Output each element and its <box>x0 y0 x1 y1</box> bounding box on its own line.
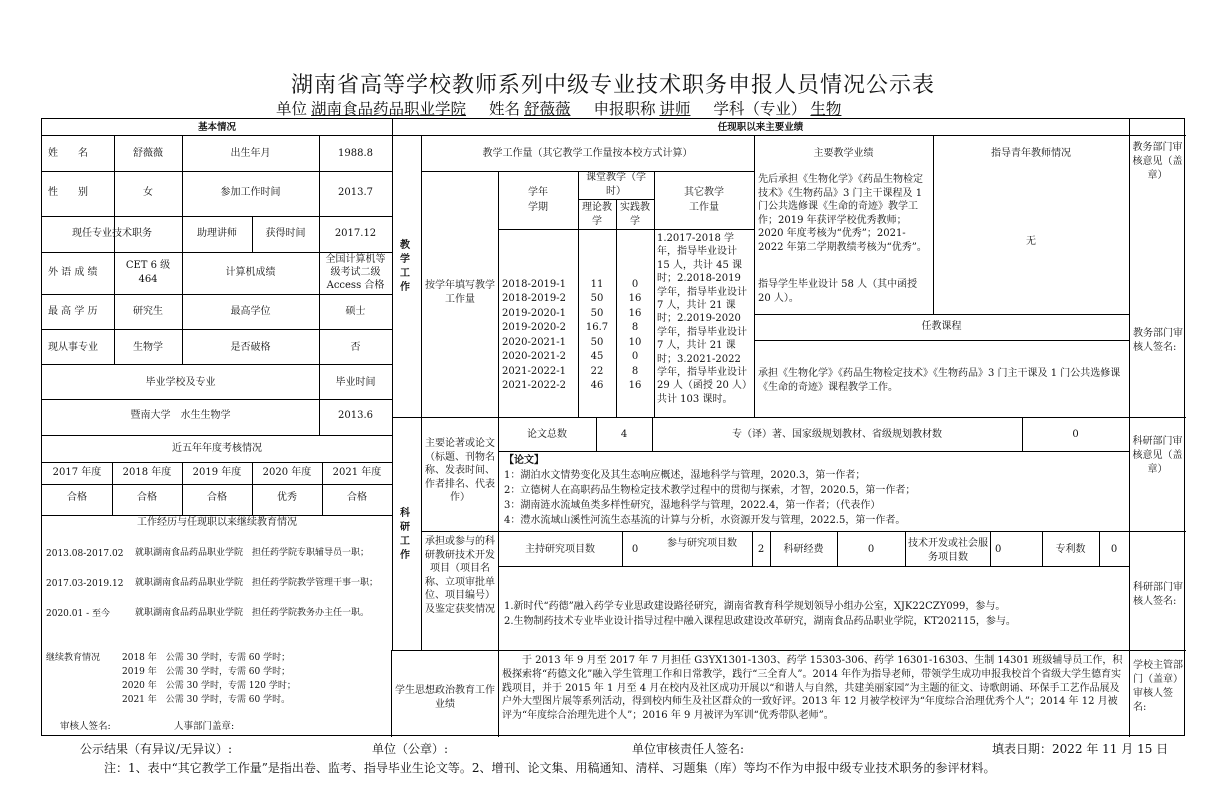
workload-row <box>498 336 654 350</box>
theory-head: 理论教学 <box>582 202 612 227</box>
workload-row <box>498 278 654 292</box>
patents-value: 0 <box>1110 544 1118 555</box>
gender-value: 女 <box>143 187 153 198</box>
name-label: 姓名 <box>488 100 520 118</box>
ce-label: 继续教育情况 <box>46 653 101 663</box>
paper-tag: 【论文】 <box>504 455 544 466</box>
teaching-perf-heading: 主要教学业绩 <box>813 148 874 159</box>
workload-row <box>498 292 654 306</box>
practice-value: 16 <box>628 380 642 391</box>
applicant-line <box>276 97 845 119</box>
work-start-value: 2013.7 <box>338 187 373 198</box>
edu-value: 研究生 <box>133 306 163 317</box>
theory-value: 46 <box>590 380 604 391</box>
theory-value: 11 <box>590 278 604 290</box>
term-value: 2019-2020-1 <box>502 307 567 319</box>
lead-projects-value: 0 <box>631 544 639 555</box>
ideo-label: 学生思想政治教育工作业绩 <box>395 685 495 710</box>
project-1: 1.新时代“药德”融入药学专业思政建设路径研究，湖南省教育科学规划领导小组办公室，XJK22CZY099，参与。 <box>504 601 1006 612</box>
sci-dept-seal: 科研部门审核意见（盖章） <box>1132 436 1183 475</box>
books-value: 0 <box>1072 429 1079 440</box>
join-projects-label: 参与研究项目数 <box>667 538 737 549</box>
term-value: 2020-2021-1 <box>502 336 567 348</box>
term-value: 2019-2020-2 <box>502 322 567 333</box>
other-head-2: 工作量 <box>689 202 719 213</box>
obtain-time-value: 2017.12 <box>334 228 377 239</box>
patents-label: 专利数 <box>1055 544 1086 555</box>
name-field-value: 舒薇薇 <box>133 148 163 159</box>
theory-value: 50 <box>590 293 604 304</box>
practice-value: 0 <box>631 351 639 362</box>
form-table <box>41 118 1185 736</box>
degree-value: 硕士 <box>345 306 366 317</box>
year-2018: 2018 年度 <box>122 467 172 478</box>
foreign-lang-label: 外 语 成 绩 <box>48 267 98 278</box>
grad-time-value: 2013.6 <box>338 410 373 421</box>
term-value: 2018-2019-2 <box>502 293 567 304</box>
workload-row <box>498 321 654 335</box>
courses-text: 承担《生物化学》《药品生物检定技术》《生物药品》3 门主干课及 1 门公共选修课《生命的奇迹》课程教学工作。 <box>758 368 1121 393</box>
experience-title: 工作经历与任现职以来继续教育情况 <box>137 517 297 528</box>
basic-info-heading: 基本情况 <box>197 122 236 133</box>
paper-label: 主要论著或论文（标题、刊物名称、发表时间、作者排名、代表作） <box>425 438 495 503</box>
practice-head: 实践教学 <box>620 202 650 227</box>
unit-seal: 单位（公章）: <box>372 742 449 756</box>
teaching-vertical-label: 教 学 工 作 <box>400 240 410 293</box>
theory-value: 45 <box>590 351 604 362</box>
term-value: 2020-2021-2 <box>502 351 567 362</box>
tech-projects-label: 技术开发或社会服务项目数 <box>908 538 988 563</box>
hr-seal: 人事部门盖章: <box>174 721 235 732</box>
theory-value: 22 <box>590 365 604 377</box>
practice-value: 8 <box>631 365 639 377</box>
paper-4: 4：澧水流域山溪性河流生态基流的计算与分析，水资源开发与管理，2022.5，第一作者。 <box>504 515 906 526</box>
workload-heading: 教学工作量（其它教学工作量按本校方式计算） <box>482 148 693 159</box>
result-2019: 合格 <box>207 492 227 503</box>
school-label: 毕业学校及专业 <box>145 377 216 388</box>
research-vertical-label: 科 研 工 作 <box>400 508 410 561</box>
courses-heading: 任教课程 <box>921 321 962 332</box>
major-label: 现从事专业 <box>48 342 98 353</box>
edu-label: 最 高 学 历 <box>48 306 98 317</box>
result-2020: 优秀 <box>277 492 297 503</box>
project-label: 承担或参与的科研教研技术开发项目（项目名称、立项审批单位、项目编号）及鉴定获奖情况 <box>425 536 495 615</box>
practice-value: 0 <box>631 278 639 290</box>
practice-value: 16 <box>628 293 642 304</box>
year-head: 学年 <box>528 187 548 198</box>
workload-row <box>498 350 654 364</box>
term-head: 学期 <box>528 202 548 213</box>
birth-label: 出生年月 <box>230 148 271 159</box>
exception-value: 否 <box>350 342 361 353</box>
unit-label: 单位 <box>276 100 308 118</box>
edu-dept-seal: 教务部门审核意见（盖章） <box>1132 142 1183 181</box>
class-hours-head: 课堂教学（学时） <box>586 172 646 197</box>
workload-row <box>498 365 654 379</box>
school-value: 暨南大学 水生生物学 <box>130 410 231 421</box>
term-value: 2021-2022-1 <box>502 365 567 377</box>
paper-3: 3：湖南涟水流域鱼类多样性研究，湿地科学与管理，2022.4，第一作者；（代表作） <box>504 500 881 511</box>
fill-date: 填表日期：2022 年 11 月 15 日 <box>992 742 1169 756</box>
paper-total-label: 论文总数 <box>527 429 567 440</box>
funding-value: 0 <box>867 544 875 555</box>
sci-dept-sign: 科研部门审核人签名: <box>1133 582 1183 607</box>
foreign-lang-value: CET 6 级 464 <box>125 260 171 285</box>
ideo-text: 于 2013 年 9 月至 2017 年 7 月担任 G3YX1301-1303、药学 15303-306、药学 16301-16303、生制 14301 班级辅导员工作，积极探索将“药德文化”融入学生管理工作和日常教学，践行“三全育人”。2014 年作为指导老师，带领学生成功申报我校首个省级大学生德育实践项目，并于 2015 年 1 月至 4 月在校内及社区成功开展以“和谐人与自然，共建美丽家园”为主题的征文、诗歌朗诵、环保手工艺作品展及户外大型图片展等系列活动，得到校内师生及社区群众的一致好评。2013 年 12 月被学校评为“年度综合治理优秀个人”；2014 年 12 月被评为“年度综合治理先进个人”；2016 年 9 月被评为军训“优秀带队老师”。 <box>502 655 1123 722</box>
year-2017: 2017 年度 <box>52 467 102 478</box>
subject-value: 生物 <box>810 100 842 118</box>
edu-dept-sign: 教务部门审核人签名: <box>1133 328 1183 353</box>
ce-line-2: 2019 年 公需 30 学时，专需 60 学时； <box>122 667 291 677</box>
workload-row <box>498 379 654 393</box>
tech-projects-value: 0 <box>995 544 1002 555</box>
exp-period-2: 2017.03-2019.12 <box>46 579 124 589</box>
exception-label: 是否破格 <box>230 342 271 353</box>
name-field-label: 姓 名 <box>48 148 88 159</box>
join-projects-value: 2 <box>757 544 765 555</box>
practice-value: 16 <box>628 307 642 319</box>
guide-value: 无 <box>1026 236 1036 247</box>
year-2021: 2021 年度 <box>332 467 382 478</box>
exp-period-1: 2013.08-2017.02 <box>46 549 124 559</box>
year-2019: 2019 年度 <box>192 467 242 478</box>
computer-value: 全国计算机等级考试二级 Access 合格 <box>325 254 386 291</box>
project-2: 2.生物制药技术专业毕业设计指导过程中融入课程思政建设改革研究，湖南食品药品职业学院，KT202115，参与。 <box>504 616 1016 627</box>
title-label: 申报职称 <box>593 100 656 118</box>
theory-value: 50 <box>590 336 604 348</box>
publicity-result: 公示结果（有异议/无异议）: <box>80 742 233 756</box>
current-title-label: 现任专业技术职务 <box>72 228 152 239</box>
gender-label: 性 别 <box>48 187 88 198</box>
ce-line-1: 2018 年 公需 30 学时，专需 60 学时； <box>122 653 291 663</box>
ce-line-3: 2020 年 公需 30 学时，专需 120 学时； <box>122 681 296 691</box>
paper-1: 1：湖泊水文情势变化及其生态响应概述，湿地科学与管理，2020.3，第一作者； <box>504 470 866 481</box>
year-2020: 2020 年度 <box>262 467 312 478</box>
other-head-1: 其它教学 <box>684 187 724 198</box>
obtain-time-label: 获得时间 <box>265 228 306 239</box>
term-value: 2018-2019-1 <box>502 278 567 290</box>
books-label: 专（译）著、国家级规划教材、省级规划教材数 <box>732 429 942 440</box>
funding-label: 科研经费 <box>783 544 824 555</box>
guide-heading: 指导青年教师情况 <box>991 148 1071 159</box>
title-value: 讲师 <box>659 100 691 118</box>
unit-value: 湖南食品药品职业学院 <box>311 100 467 118</box>
page-title: 湖南省高等学校教师系列中级专业技术职务申报人员情况公示表 <box>290 73 935 98</box>
result-2018: 合格 <box>137 492 157 503</box>
paper-total-value: 4 <box>620 429 628 440</box>
subject-label: 学科（专业） <box>713 100 807 118</box>
practice-value: 10 <box>628 336 642 348</box>
lead-projects-label: 主持研究项目数 <box>525 544 595 555</box>
current-title-value: 助理讲师 <box>197 228 237 239</box>
major-value: 生物学 <box>133 342 163 353</box>
birth-value: 1988.8 <box>338 148 373 159</box>
theory-value: 16.7 <box>585 322 609 333</box>
student-dept-seal: 学校主管部门（盖章）审核人签名: <box>1133 660 1183 713</box>
result-2021: 合格 <box>347 492 367 503</box>
footnote: 注：1、表中“其它教学工作量”是指出卷、监考、指导毕业生论文等。2、增刊、论文集、用稿通知、清样、习题集（库）等均不作为申报中级专业技术职务的参评材料。 <box>104 761 996 775</box>
name-value: 舒薇薇 <box>523 100 571 118</box>
workload-row <box>498 307 654 321</box>
term-value: 2021-2022-2 <box>502 380 567 391</box>
reviewer-sign: 审核人签名: <box>60 721 111 732</box>
workload-row <box>498 263 654 277</box>
assessment-title: 近五年年度考核情况 <box>172 443 262 454</box>
practice-value: 8 <box>631 322 639 333</box>
exp-text-2: 就职湖南食品药品职业学院 担任药学院教学管理干事一职； <box>135 578 379 588</box>
teaching-perf-text: 先后承担《生物化学》《药品生物检定技术》《生物药品》3 门主干课程及 1 门公共选修课《生命的奇迹》教学工作；2019 年获评学校优秀教师；2020 年度考核为“优秀”；2021-2022 年第二学期教绩考核为“优秀”。 <box>758 174 927 253</box>
other-workload: 1.2017-2018 学年，指导毕业设计 15 人，共计 45 课时；2.2018-2019 学年，指导毕业设计 7 人，共计 21 课时；2.2019-2020 学年，指导毕业设计 7 人，共计 21 课时；3.2021-2022 学年，指导毕业设计 29 人（函授 20 人）共计 103 课时。 <box>657 233 752 405</box>
computer-label: 计算机成绩 <box>225 267 276 278</box>
degree-label: 最高学位 <box>230 306 271 317</box>
paper-2: 2：立德树人在高职药品生物检定技术教学过程中的贯彻与探索，才智，2020.5，第一作者； <box>504 485 916 496</box>
ce-line-4: 2021 年 公需 30 学时，专需 60 学时。 <box>122 695 291 705</box>
theory-value: 50 <box>590 307 604 319</box>
leader-sign: 单位审核责任人签名: <box>632 742 745 756</box>
exp-text-3: 就职湖南食品药品职业学院 担任药学院教务办主任一职。 <box>135 608 370 618</box>
exp-period-3: 2020.01 - 至今 <box>46 609 110 619</box>
grad-time-label: 毕业时间 <box>335 377 376 388</box>
exp-text-1: 就职湖南食品药品职业学院 担任药学院专职辅导员一职； <box>135 548 370 558</box>
graduation-guidance: 指导学生毕业设计 58 人（其中函授 20 人）。 <box>758 279 918 304</box>
workload-fill-label: 按学年填写教学工作量 <box>425 280 495 305</box>
achievements-heading: 任现职以来主要业绩 <box>717 122 804 133</box>
result-2017: 合格 <box>67 492 87 503</box>
work-start-label: 参加工作时间 <box>220 187 281 198</box>
